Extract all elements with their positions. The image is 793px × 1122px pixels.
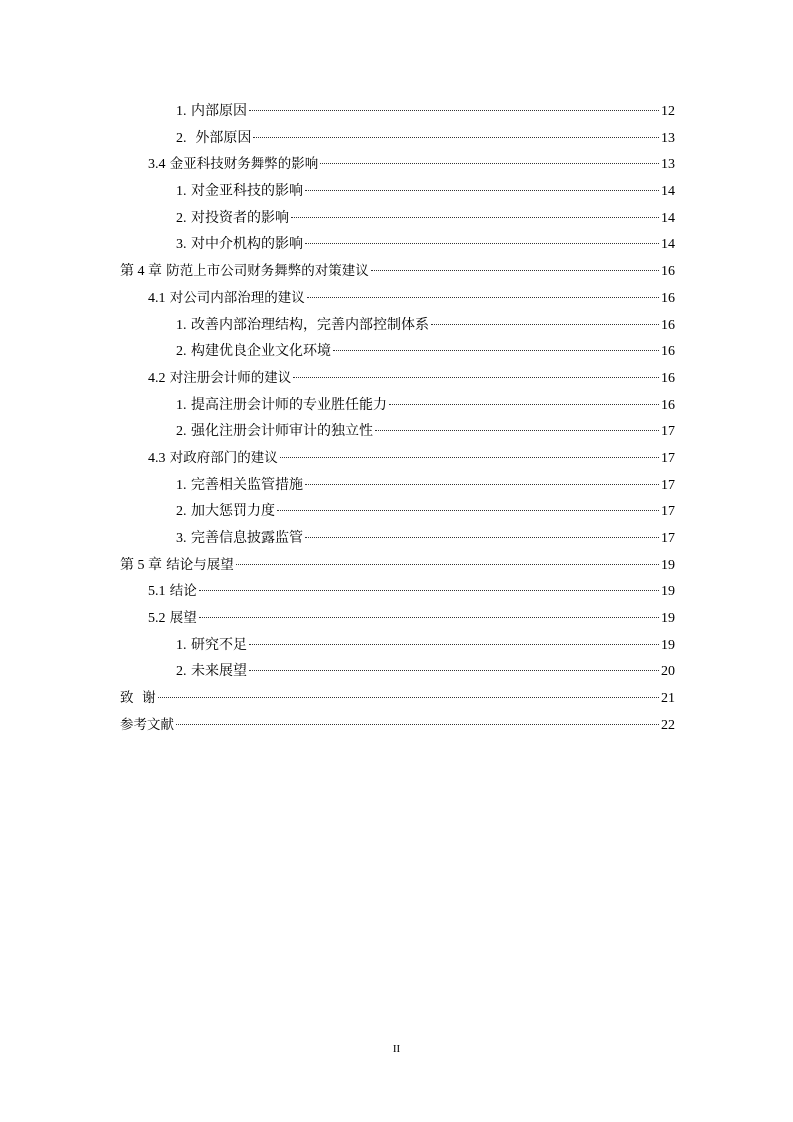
toc-leader-dots xyxy=(253,137,659,138)
toc-leader-dots xyxy=(320,163,659,164)
toc-entry[interactable] xyxy=(0,392,793,419)
toc-entry-title xyxy=(176,418,373,446)
toc-entry[interactable] xyxy=(0,98,793,125)
toc-entry-number: 4.2 xyxy=(148,370,166,386)
toc-entry[interactable] xyxy=(0,712,793,739)
toc-page-number: 21 xyxy=(661,691,675,707)
toc-entry-number: 2. xyxy=(176,424,187,440)
toc-leader-dots xyxy=(305,243,659,244)
toc-page-number: 17 xyxy=(661,531,675,546)
toc-leader-dots xyxy=(305,190,659,191)
toc-entry[interactable] xyxy=(0,231,793,258)
toc-entry-text: 内部原因 xyxy=(190,103,247,119)
page-number-footer: II xyxy=(392,1043,401,1055)
toc-entry-text: 对政府部门的建议 xyxy=(169,449,278,466)
toc-entry-title xyxy=(176,312,429,340)
toc-entry-title xyxy=(176,658,247,686)
toc-entry[interactable] xyxy=(0,258,793,285)
toc-entry-title xyxy=(148,285,305,313)
toc-entry-title xyxy=(120,258,369,286)
toc-entry-text: 对投资者的影响 xyxy=(190,209,289,226)
toc-entry[interactable] xyxy=(0,285,793,312)
toc-entry-title xyxy=(176,98,247,126)
toc-entry-number: 2. xyxy=(176,504,187,520)
toc-entry-title xyxy=(148,578,197,606)
toc-entry-text: 加大惩罚力度 xyxy=(190,503,275,520)
toc-entry-text: 对注册会计师的建议 xyxy=(169,369,292,386)
toc-entry-number: 3. xyxy=(176,531,187,546)
toc-entry[interactable] xyxy=(0,338,793,365)
toc-entry[interactable] xyxy=(0,498,793,525)
toc-page-number: 20 xyxy=(661,664,675,680)
toc-page-number: 14 xyxy=(661,184,675,200)
toc-entry[interactable] xyxy=(0,472,793,499)
toc-page-number: 16 xyxy=(661,317,675,333)
toc-entry-text: 金亚科技财务舞弊的影响 xyxy=(169,156,319,173)
toc-entry-number: 1. xyxy=(176,317,187,333)
toc-entry-number: 5.1 xyxy=(148,584,166,600)
toc-entry[interactable] xyxy=(0,658,793,685)
toc-leader-dots xyxy=(249,670,659,671)
toc-leader-dots xyxy=(307,297,659,298)
toc-leader-dots xyxy=(249,110,659,111)
toc-entry-title xyxy=(176,338,331,366)
toc-entry-title xyxy=(120,712,174,739)
toc-entry-text: 完善信息披露监管 xyxy=(190,530,303,546)
toc-leader-dots xyxy=(333,350,659,351)
toc-entry-text: 未来展望 xyxy=(190,663,247,680)
toc-entry-text: 对中介机构的影响 xyxy=(190,236,303,253)
toc-entry-title xyxy=(120,685,156,712)
toc-entry-text: 展望 xyxy=(169,610,197,627)
toc-entry-title xyxy=(148,445,278,473)
toc-leader-dots xyxy=(305,484,659,485)
toc-entry-title xyxy=(176,125,251,153)
toc-leader-dots xyxy=(431,324,659,325)
toc-entry-title xyxy=(176,231,303,259)
toc-entry-text: 参考文献 xyxy=(120,716,174,733)
toc-entry-title xyxy=(176,632,247,660)
table-of-contents xyxy=(0,98,793,739)
toc-page-number: 17 xyxy=(661,477,675,493)
toc-entry-title xyxy=(148,151,318,179)
toc-entry[interactable] xyxy=(0,445,793,472)
toc-entry-number: 第 4 章 xyxy=(120,264,162,280)
toc-entry-number: 3.4 xyxy=(148,157,166,173)
toc-entry-title xyxy=(176,392,387,420)
toc-entry-text: 改善内部治理结构，完善内部控制体系 xyxy=(190,316,429,333)
toc-entry-number: 1. xyxy=(176,477,187,493)
toc-leader-dots xyxy=(199,617,659,618)
toc-leader-dots xyxy=(176,724,659,725)
toc-entry-number: 1. xyxy=(176,397,187,413)
toc-entry-number: 2. xyxy=(176,664,187,680)
toc-entry[interactable] xyxy=(0,205,793,232)
toc-page-number: 17 xyxy=(661,424,675,440)
toc-leader-dots xyxy=(305,537,659,538)
toc-page-number: 13 xyxy=(661,157,675,173)
toc-leader-dots xyxy=(249,644,659,645)
toc-page-number: 12 xyxy=(661,104,675,119)
toc-page-number: 17 xyxy=(661,450,675,466)
toc-entry-title xyxy=(148,365,291,393)
toc-entry-text: 构建优良企业文化环境 xyxy=(190,343,331,360)
toc-leader-dots xyxy=(371,270,659,271)
toc-page-number: 13 xyxy=(661,130,675,146)
toc-entry-text: 研究不足 xyxy=(190,636,247,653)
toc-entry-text: 对金亚科技的影响 xyxy=(190,183,303,200)
toc-entry-number: 5.2 xyxy=(148,611,166,627)
toc-leader-dots xyxy=(236,564,659,565)
toc-entry[interactable] xyxy=(0,151,793,178)
toc-page-number: 14 xyxy=(661,210,675,226)
toc-entry-title xyxy=(176,178,303,206)
toc-leader-dots xyxy=(389,404,659,405)
toc-page-number: 19 xyxy=(661,584,675,600)
toc-entry-title xyxy=(176,205,289,233)
toc-entry-number: 2. xyxy=(176,344,187,360)
toc-page-number: 19 xyxy=(661,637,675,653)
toc-entry-text: 致 谢 xyxy=(120,690,156,707)
toc-leader-dots xyxy=(199,590,659,591)
toc-entry-title xyxy=(176,498,275,526)
toc-entry[interactable] xyxy=(0,125,793,152)
toc-entry-title xyxy=(148,605,197,633)
toc-entry-number: 第 5 章 xyxy=(120,557,162,573)
toc-entry-text: 完善相关监管措施 xyxy=(190,476,303,493)
toc-leader-dots xyxy=(158,697,659,698)
toc-entry[interactable] xyxy=(0,312,793,339)
toc-leader-dots xyxy=(375,430,659,431)
toc-entry-number: 4.3 xyxy=(148,450,166,466)
toc-entry[interactable] xyxy=(0,685,793,712)
toc-entry-title xyxy=(176,472,303,500)
toc-page-number: 16 xyxy=(661,370,675,386)
toc-entry-text: 结论与展望 xyxy=(166,556,234,573)
toc-page-number: 16 xyxy=(661,290,675,306)
toc-leader-dots xyxy=(277,510,659,511)
toc-entry-number: 2. xyxy=(176,210,187,226)
toc-entry-text: 对公司内部治理的建议 xyxy=(169,289,305,306)
toc-entry[interactable] xyxy=(0,605,793,632)
toc-entry-number: 3. xyxy=(176,237,187,253)
toc-entry[interactable] xyxy=(0,178,793,205)
toc-entry[interactable] xyxy=(0,365,793,392)
toc-leader-dots xyxy=(280,457,659,458)
toc-entry-number: 1. xyxy=(176,104,187,119)
toc-page-number: 16 xyxy=(661,264,675,280)
toc-page-number: 14 xyxy=(661,237,675,253)
toc-entry-title xyxy=(120,552,234,580)
toc-entry-text: 强化注册会计师审计的独立性 xyxy=(190,423,373,440)
toc-page-number: 19 xyxy=(661,611,675,627)
toc-entry-number: 4.1 xyxy=(148,290,166,306)
toc-entry-text: 结论 xyxy=(169,583,197,600)
toc-page-number: 16 xyxy=(661,397,675,413)
toc-entry-number: 2. xyxy=(176,130,187,146)
toc-page-number: 17 xyxy=(661,504,675,520)
toc-page-number: 16 xyxy=(661,344,675,360)
toc-entry-text: 提高注册会计师的专业胜任能力 xyxy=(190,396,387,413)
toc-entry-text: 防范上市公司财务舞弊的对策建议 xyxy=(166,263,369,280)
toc-entry[interactable] xyxy=(0,552,793,579)
toc-entry[interactable] xyxy=(0,525,793,552)
toc-leader-dots xyxy=(293,377,659,378)
toc-page-number: 19 xyxy=(661,557,675,573)
toc-entry-text: 外部原因 xyxy=(190,129,252,146)
toc-entry-number: 1. xyxy=(176,184,187,200)
toc-entry-title xyxy=(176,525,303,553)
toc-entry-number: 1. xyxy=(176,637,187,653)
toc-page-number: 22 xyxy=(661,717,675,733)
toc-entry[interactable] xyxy=(0,418,793,445)
toc-leader-dots xyxy=(291,217,659,218)
toc-entry[interactable] xyxy=(0,632,793,659)
toc-entry[interactable] xyxy=(0,578,793,605)
